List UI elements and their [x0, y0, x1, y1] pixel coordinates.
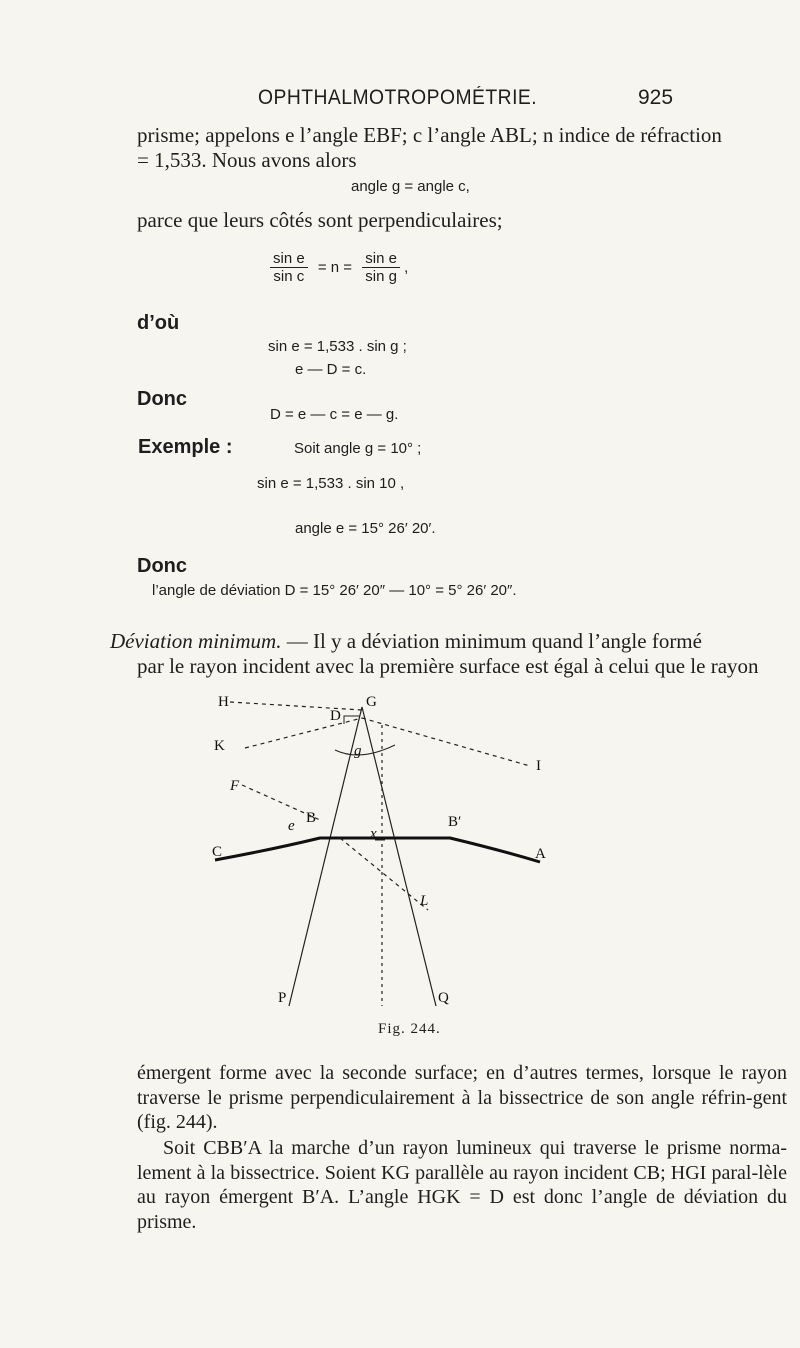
deviation-line-1-rest: — Il y a déviation minimum quand l’angle formé — [281, 629, 702, 653]
point-x: x — [370, 826, 377, 842]
point-g: G — [366, 694, 377, 710]
point-d: D — [330, 708, 341, 724]
line-hg — [230, 702, 362, 710]
fraction-right-numerator: sin e — [362, 250, 400, 268]
intro-line-2: = 1,533. Nous avons alors — [137, 148, 357, 172]
angle-g-arc — [335, 745, 395, 755]
formula-angle-equality: angle g = angle c, — [351, 178, 470, 195]
point-e: e — [288, 818, 295, 834]
prism-figure — [210, 690, 580, 1010]
deviation-line-2: par le rayon incident avec la première surface est égal à celui que le rayon — [137, 654, 759, 678]
fraction-left-numerator: sin e — [270, 250, 308, 268]
point-l: L — [420, 893, 429, 909]
point-i: I — [536, 758, 541, 774]
fraction-right — [362, 250, 400, 285]
light-ray — [215, 838, 540, 862]
label-donc-2: Donc — [137, 555, 187, 577]
label-donc-1: Donc — [137, 388, 187, 410]
prism-left-side — [289, 707, 362, 1006]
intro-line-1: prisme; appelons e l’angle EBF; c l’angle ABL; n indice de réfraction — [137, 123, 722, 147]
fraction-right-denominator: sin g — [365, 268, 397, 285]
fraction-left — [270, 250, 308, 285]
deviation-line-1 — [110, 629, 702, 654]
running-title: OPHTHALMOTROPOMÉTRIE. — [258, 86, 538, 109]
line-gi — [362, 718, 530, 766]
prism-right-side — [362, 707, 436, 1006]
page-number: 925 — [638, 86, 674, 109]
intro-line-3: parce que leurs côtés sont perpendiculaires; — [137, 208, 503, 232]
point-g-angle: g — [354, 743, 362, 759]
line-bl — [340, 838, 428, 910]
fraction-trailing: , — [404, 259, 409, 276]
deviation-heading: Déviation minimum. — [110, 629, 282, 653]
formula-sin-e-example: sin e = 1,533 . sin 10 , — [257, 475, 405, 492]
formula-sin-e: sin e = 1,533 . sin g ; — [268, 338, 407, 355]
page-header — [0, 86, 800, 116]
body-paragraph-1: émergent forme avec la seconde surface; en d’autres termes, lorsque le rayon traverse le prisme perpendiculairement à la bissectrice de son angle réfrin-gent (fig. 244). — [137, 1062, 787, 1133]
point-k: K — [214, 738, 225, 754]
figure-caption: Fig. 244. — [378, 1021, 441, 1037]
label-dou: d’où — [137, 312, 180, 334]
formula-deviation-angle: l’angle de déviation D = 15° 26′ 20″ — 10° = 5° 26′ 20″. — [152, 582, 517, 599]
label-exemple: Exemple : — [138, 436, 233, 458]
point-h: H — [218, 694, 229, 710]
fraction-left-denominator: sin c — [273, 268, 305, 285]
formula-d-equals: D = e — c = e — g. — [270, 406, 399, 423]
point-a: A — [535, 846, 546, 862]
point-c: C — [212, 844, 223, 860]
point-b-prime: B′ — [448, 814, 462, 830]
point-q: Q — [438, 990, 449, 1006]
formula-e-minus-d: e — D = c. — [295, 361, 367, 378]
point-b: B — [306, 810, 317, 826]
point-f: F — [230, 778, 240, 794]
point-p: P — [278, 990, 287, 1006]
snell-fraction-formula — [270, 250, 408, 285]
formula-angle-e: angle e = 15° 26′ 20′. — [295, 520, 436, 537]
formula-soit-angle: Soit angle g = 10° ; — [294, 440, 422, 457]
body-paragraph-2: Soit CBB′A la marche d’un rayon lumineux qui traverse le prisme norma-lement à la bissectrice. Soient KG parallèle au rayon incident CB; HGI paral-lèle au rayon émergent B′A. L’angle HGK = D est donc l’angle de déviation du prisme. — [137, 1137, 787, 1233]
fraction-middle: = n = — [317, 259, 353, 276]
